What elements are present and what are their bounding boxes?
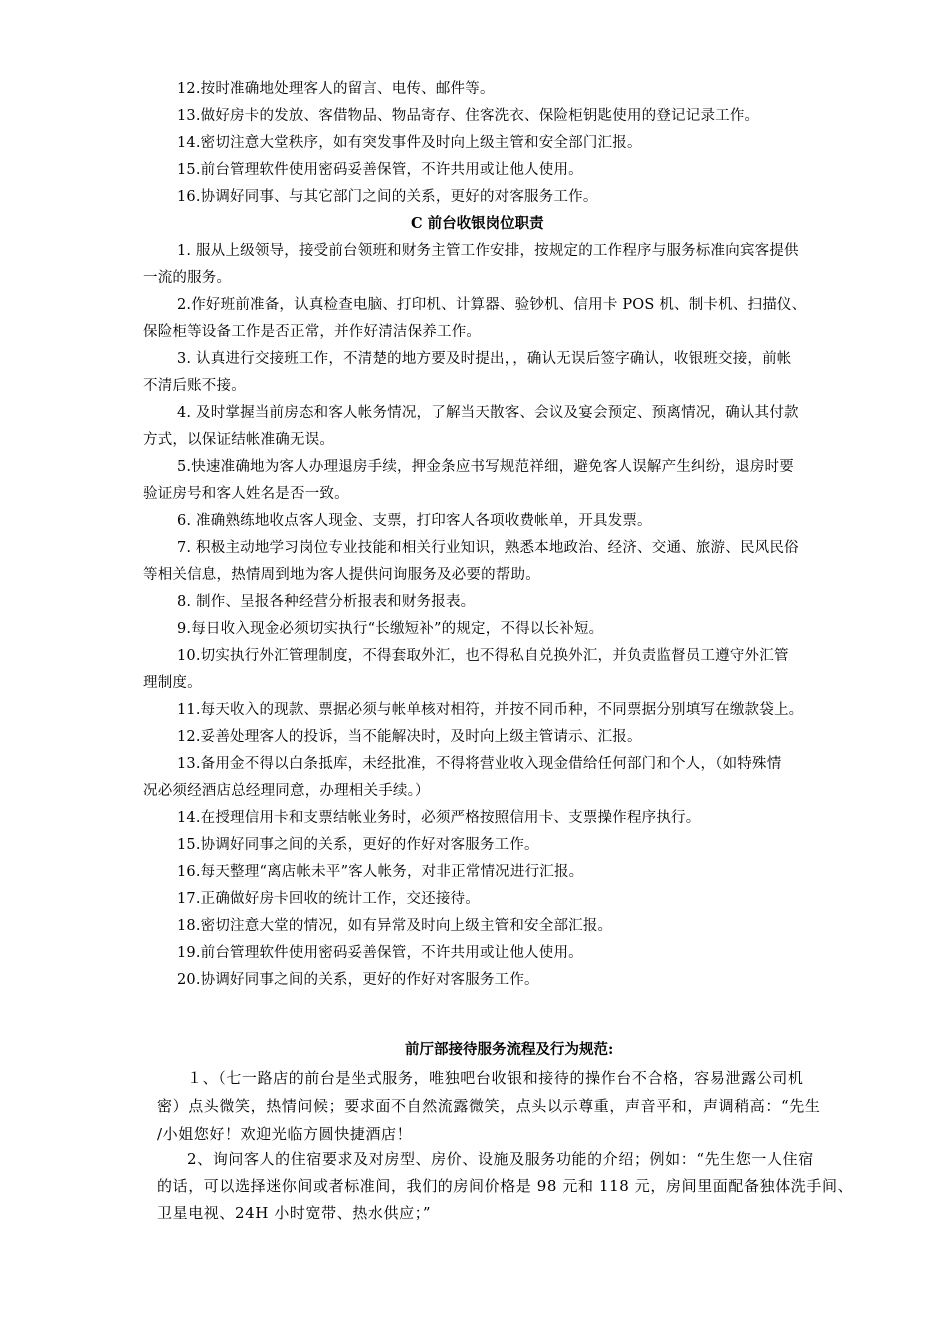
c-item-7-line-1: 7. 积极主动地学习岗位专业技能和相关行业知识，熟悉本地政治、经济、交通、旅游、民风民俗 (177, 540, 799, 556)
c-item-3-line-2: 不清后账不接。 (143, 378, 246, 394)
c-item-12: 12.妥善处理客人的投诉，当不能解决时，及时向上级主管请示、汇报。 (177, 729, 642, 745)
c-item-17: 17.正确做好房卡回收的统计工作，交还接待。 (177, 891, 480, 907)
top-item-15: 15.前台管理软件使用密码妥善保管，不许共用或让他人使用。 (177, 162, 583, 178)
c-item-4-line-1: 4. 及时掌握当前房态和客人帐务情况，了解当天散客、会议及宴会预定、预离情况，确认其付款 (177, 405, 799, 421)
flow-item-2-line-1: 2、询问客人的住宿要求及对房型、房价、设施及服务功能的介绍；例如：“先生您一人住宿 (187, 1150, 814, 1168)
c-item-13-line-1: 13.备用金不得以白条抵库，未经批准，不得将营业收入现金借给任何部门和个人，（如特殊情 (177, 756, 782, 772)
flow-item-2-line-2: 的话，可以选择迷你间或者标准间，我们的房间价格是 98 元和 118 元，房间里面配备独体洗手间、 (157, 1177, 854, 1195)
c-item-10-line-1: 10.切实执行外汇管理制度，不得套取外汇，也不得私自兑换外汇，并负责监督员工遵守外汇管 (177, 648, 789, 664)
flow-item-1-line-2: 密）点头微笑，热情问候；要求面不自然流露微笑，点头以示尊重，声音平和，声调稍高：“先生 (157, 1097, 821, 1115)
c-item-5-line-1: 5.快速准确地为客人办理退房手续，押金条应书写规范祥细，避免客人误解产生纠纷，退房时要 (177, 459, 794, 475)
flow-item-2-line-3: 卫星电视、24H 小时宽带、热水供应；” (157, 1204, 432, 1222)
c-item-9: 9.每日收入现金必须切实执行“长缴短补”的规定，不得以长补短。 (177, 621, 604, 637)
c-item-4-line-2: 方式，以保证结帐准确无误。 (143, 432, 335, 448)
c-item-20: 20.协调好同事之间的关系，更好的作好对客服务工作。 (177, 972, 539, 988)
c-item-16: 16.每天整理“离店帐未平”客人帐务，对非正常情况进行汇报。 (177, 864, 584, 880)
c-item-13-line-2: 况必须经酒店总经理同意，办理相关手续。） (143, 783, 430, 799)
top-item-12: 12.按时准确地处理客人的留言、电传、邮件等。 (177, 81, 495, 97)
c-item-18: 18.密切注意大堂的情况，如有异常及时向上级主管和安全部汇报。 (177, 918, 613, 934)
flow-item-1-line-1: １、（七一路店的前台是坐式服务，唯独吧台收银和接待的操作台不合格，容易泄露公司机 (187, 1069, 804, 1087)
section-c-title: C 前台收银岗位职责 (411, 215, 544, 232)
c-item-5-line-2: 验证房号和客人姓名是否一致。 (143, 486, 349, 502)
top-item-14: 14.密切注意大堂秩序，如有突发事件及时向上级主管和安全部门汇报。 (177, 135, 642, 151)
c-item-14: 14.在授理信用卡和支票结帐业务时，必须严格按照信用卡、支票操作程序执行。 (177, 810, 701, 826)
c-item-15: 15.协调好同事之间的关系，更好的作好对客服务工作。 (177, 837, 539, 853)
top-item-16: 16.协调好同事、与其它部门之间的关系，更好的对客服务工作。 (177, 189, 598, 205)
section-flow-title: 前厅部接待服务流程及行为规范: (405, 1041, 614, 1058)
flow-item-1-line-3: /小姐您好！欢迎光临方圆快捷酒店！ (157, 1125, 413, 1143)
c-item-8: 8. 制作、呈报各种经营分析报表和财务报表。 (177, 594, 476, 610)
c-item-1-line-2: 一流的服务。 (143, 270, 232, 286)
c-item-2-line-1: 2.作好班前准备，认真检查电脑、打印机、计算器、验钞机、信用卡 POS 机、制卡机、扫描仪、 (177, 297, 807, 313)
c-item-11: 11.每天收入的现款、票据必须与帐单核对相符，并按不同币种，不同票据分别填写在缴款袋上。 (177, 702, 804, 718)
c-item-2-line-2: 保险柜等设备工作是否正常，并作好清洁保养工作。 (143, 324, 482, 340)
c-item-7-line-2: 等相关信息，热情周到地为客人提供问询服务及必要的帮助。 (143, 567, 540, 583)
c-item-19: 19.前台管理软件使用密码妥善保管，不许共用或让他人使用。 (177, 945, 583, 961)
c-item-10-line-2: 理制度。 (143, 675, 202, 691)
c-item-1-line-1: 1. 服从上级领导，接受前台领班和财务主管工作安排，按规定的工作程序与服务标准向宾客提供 (177, 243, 799, 259)
c-item-6: 6. 准确熟练地收点客人现金、支票，打印客人各项收费帐单，开具发票。 (177, 513, 652, 529)
top-item-13: 13.做好房卡的发放、客借物品、物品寄存、住客洗衣、保险柜钥匙使用的登记记录工作。 (177, 108, 760, 124)
c-item-3-line-1: 3. 认真进行交接班工作，不清楚的地方要及时提出，，确认无误后签字确认，收银班交接，前帐 (177, 351, 792, 367)
